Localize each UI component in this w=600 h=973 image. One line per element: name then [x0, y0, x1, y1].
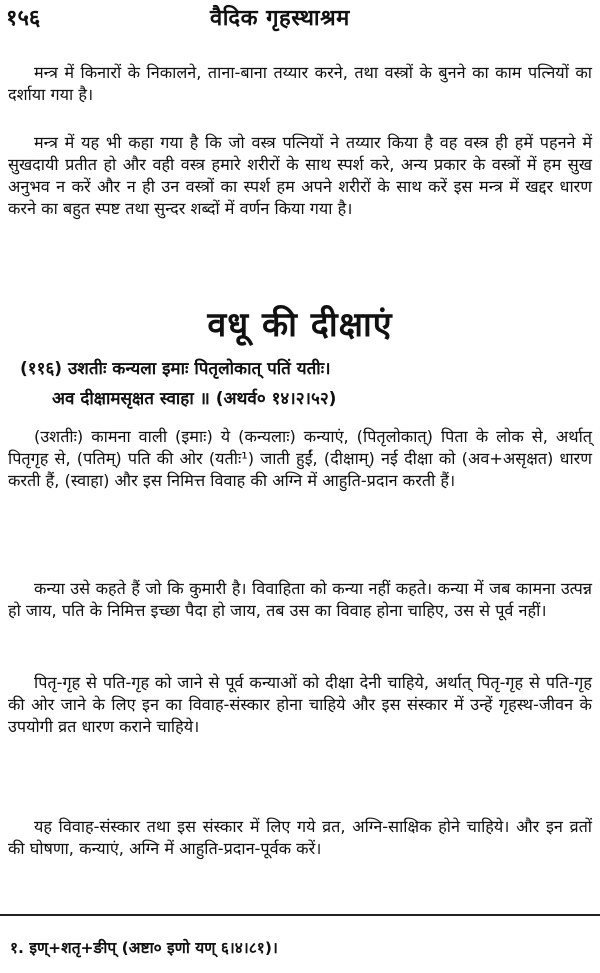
paragraph-4: कन्या उसे कहते हैं जो कि कुमारी है। विवाहिता को कन्या नहीं कहते। कन्या में जब कामना उत्पन्न हो जाय, पति के निमित्त इच्छा पैदा हो जाय, तब उस का विवाह होना चाहिए, उस से पूर्व नहीं। [8, 579, 592, 621]
paragraph-1: मन्त्र में किनारों के निकालने, ताना-बाना तय्यार करने, तथा वस्त्रों के बुनने का काम पत्नियों का दर्शाया गया है। [8, 63, 592, 105]
running-title: वैदिक गृहस्थाश्रम [210, 6, 350, 31]
footnote: १. इण्+शतृ+ङीप् (अष्टा० इणो यण् ६।४।८१)। [10, 939, 278, 957]
paragraph-5: पितृ-गृह से पति-गृह को जाने से पूर्व कन्याओं को दीक्षा देनी चाहिये, अर्थात् पितृ-गृह से पति-गृह की ओर जाने के लिए इन का विवाह-संस्कार होना चाहिये और इस संस्कार में उन्हें गृहस्थ-जीवन के उपयोगी व्रत धारण कराने चाहिये। [8, 673, 592, 737]
footnote-divider [0, 914, 600, 916]
section-heading: वधू की दीक्षाएं [207, 305, 393, 345]
mantra-line-2: अव दीक्षामसृक्षत स्वाहा ॥ (अथर्व० १४।२।५२) [52, 389, 337, 409]
page-number: १५६ [6, 6, 41, 31]
mantra-line-1: (११६) उशतीः कन्यला इमाः पितृलोकात् पतिं यतीः। [20, 359, 331, 379]
paragraph-2: मन्त्र में यह भी कहा गया है कि जो वस्त्र पत्नियों ने तय्यार किया है वह वस्त्र ही हमें पहनने में सुखदायी प्रतीत हो और वही वस्त्र हमारे शरीरों के साथ स्पर्श करे, अन्य प्रकार के वस्त्रों में हम सुख अनुभव न करें और न ही उन वस्त्रों का स्पर्श हम अपने शरीरों के साथ करें इस मन्त्र में खद्दर धारण करने का बहुत स्पष्ट तथा सुन्दर शब्दों में वर्णन किया गया है। [8, 133, 592, 219]
page-header [0, 0, 600, 38]
paragraph-3: (उशतीः) कामना वाली (इमाः) ये (कन्यलाः) कन्याएं, (पितृलोकात्) पिता के लोक से, अर्थात् पितृगृह से, (पतिम्) पति की ओर (यतीः¹) जाती हुईं, (दीक्षाम्) नई दीक्षा को (अव+असृक्षत) धारण करती हैं, (स्वाहा) और इस निमित्त विवाह की अग्नि में आहुति-प्रदान करती हैं। [8, 427, 592, 491]
paragraph-6: यह विवाह-संस्कार तथा इस संस्कार में लिए गये व्रत, अग्नि-साक्षिक होने चाहिये। और इन व्रतों की घोषणा, कन्याएं, अग्नि में आहुति-प्रदान-पूर्वक करें। [8, 817, 592, 859]
